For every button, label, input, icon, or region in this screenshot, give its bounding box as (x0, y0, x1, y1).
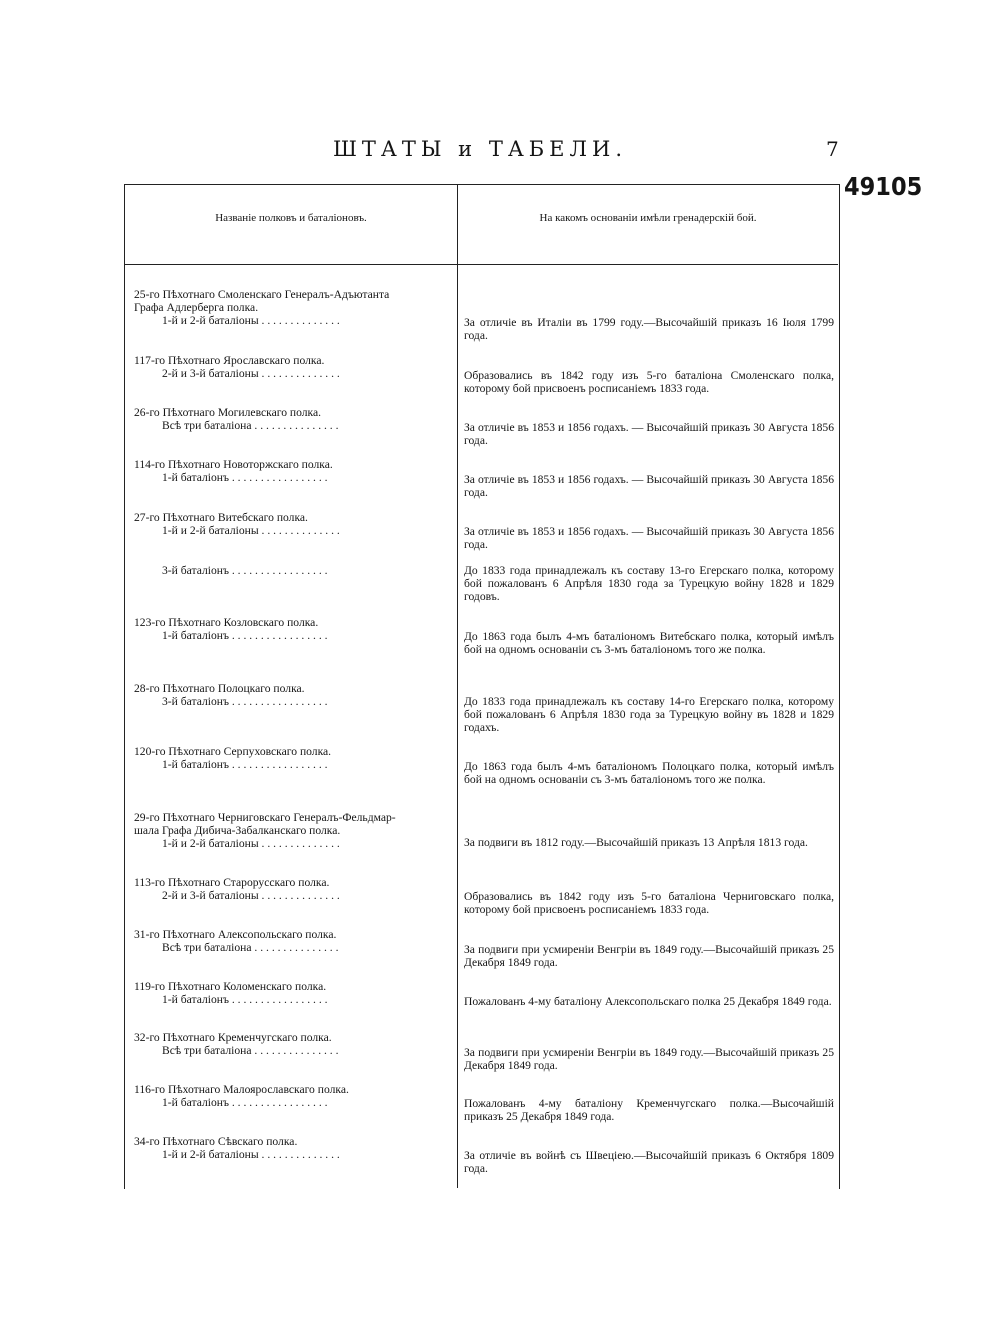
table-row-basis: За отличіе въ Италіи въ 1799 году.—Высочайшій приказъ 16 Іюля 1799 года. (464, 316, 834, 342)
table-row-name (134, 745, 452, 771)
table-row-name (134, 980, 452, 1006)
battalion-label: 3-й баталіонъ . . . . . . . . . . . . . . . . . (162, 695, 328, 708)
page-number: 7 (826, 137, 839, 161)
table-row-basis: До 1863 года былъ 4-мъ баталіономъ Полоцкаго полка, который имѣлъ бой на одномъ основаніи съ 3-мъ баталіономъ того же полка. (464, 760, 834, 786)
table-row-basis: За подвиги при усмиреніи Венгріи въ 1849 году.—Высочайшій приказъ 25 Декабря 1849 года. (464, 1046, 834, 1072)
regiment-name-line: 28-го Пѣхотнаго Полоцкаго полка. (134, 682, 305, 695)
battalion-label: Всѣ три баталіона . . . . . . . . . . . . . . . (162, 1044, 339, 1057)
battalion-label: 1-й и 2-й баталіоны . . . . . . . . . . . . . . (162, 524, 340, 537)
regiment-name-line: 113-го Пѣхотнаго Старорусскаго полка. (134, 876, 330, 889)
table-row-name (134, 288, 452, 327)
page-title: ШТАТЫ и ТАБЕЛИ. (332, 137, 628, 161)
regiment-name-line: 123-го Пѣхотнаго Козловскаго полка. (134, 616, 319, 629)
table-row-basis: Пожалованъ 4-му баталіону Алексопольскаго полка 25 Декабря 1849 года. (464, 995, 832, 1008)
battalion-label: 1-й и 2-й баталіоны . . . . . . . . . . . . . . (162, 1148, 340, 1161)
battalion-label: 1-й баталіонъ . . . . . . . . . . . . . . . . . (162, 1096, 328, 1109)
table-row-basis: За отличіе въ 1853 и 1856 годахъ. — Высочайшій приказъ 30 Августа 1856 года. (464, 525, 834, 551)
table-row-basis: За отличіе въ войнѣ съ Швеціею.—Высочайшій приказъ 6 Октября 1809 года. (464, 1149, 834, 1175)
regiment-name-line: 114-го Пѣхотнаго Новоторжскаго полка. (134, 458, 333, 471)
regiment-name-line: 119-го Пѣхотнаго Коломенскаго полка. (134, 980, 327, 993)
battalion-label: 1-й и 2-й баталіоны . . . . . . . . . . . . . . (162, 314, 340, 327)
table-row-name (134, 458, 452, 484)
table-row-name (134, 616, 452, 642)
regiment-name-line: 31-го Пѣхотнаго Алексопольскаго полка. (134, 928, 337, 941)
table-row-basis: До 1833 года принадлежалъ къ составу 14-го Егерскаго полка, которому бой пожалованъ 6 Апрѣля 1830 года за Турецкую войну въ 1828 и 1829 годахъ. (464, 695, 834, 734)
battalion-label: 2-й и 3-й баталіоны . . . . . . . . . . . . . . (162, 889, 340, 902)
column-header-basis: На какомъ основаніи имѣли гренадерскій бой. (539, 212, 757, 224)
archive-stamp-number: 49105 (844, 172, 923, 201)
table-row-name (134, 406, 452, 432)
table-row-name (134, 564, 452, 577)
table-row-name (134, 811, 452, 850)
table-row-basis: За подвиги при усмиреніи Венгріи въ 1849 году.—Высочайшій приказъ 25 Декабря 1849 года. (464, 943, 834, 969)
battalion-label: 2-й и 3-й баталіоны . . . . . . . . . . . . . . (162, 367, 340, 380)
regiment-name-line: шала Графа Дибича-Забалканскаго полка. (134, 824, 341, 837)
table-row-name (134, 928, 452, 954)
table-row-name (134, 682, 452, 708)
battalion-label: 1-й баталіонъ . . . . . . . . . . . . . . . . . (162, 993, 328, 1006)
column-divider (457, 184, 458, 1188)
battalion-label: 1-й баталіонъ . . . . . . . . . . . . . . . . . (162, 758, 328, 771)
table-row-name (134, 1031, 452, 1057)
regiment-name-line: 29-го Пѣхотнаго Черниговскаго Генералъ-Фельдмар- (134, 811, 396, 824)
column-header-name: Названіе полковъ и баталіоновъ. (215, 212, 367, 224)
regiment-name-line: 27-го Пѣхотнаго Витебскаго полка. (134, 511, 308, 524)
table-row-basis: До 1863 года былъ 4-мъ баталіономъ Витебскаго полка, который имѣлъ бой на одномъ основаніи съ 3-мъ баталіономъ того же полка. (464, 630, 834, 656)
table-row-name (134, 1135, 452, 1161)
table-row-basis: За отличіе въ 1853 и 1856 годахъ. — Высочайшій приказъ 30 Августа 1856 года. (464, 421, 834, 447)
table-row-name (134, 511, 452, 537)
table-row-name (134, 876, 452, 902)
regiment-name-line: 120-го Пѣхотнаго Серпуховскаго полка. (134, 745, 332, 758)
battalion-label: 3-й баталіонъ . . . . . . . . . . . . . . . . . (162, 564, 328, 577)
battalion-label: 1-й и 2-й баталіоны . . . . . . . . . . . . . . (162, 837, 340, 850)
header-divider (124, 264, 838, 265)
regiment-name-line: 26-го Пѣхотнаго Могилевскаго полка. (134, 406, 322, 419)
regiment-name-line: 25-го Пѣхотнаго Смоленскаго Генералъ-Адъютанта (134, 288, 390, 301)
regiment-name-line: 117-го Пѣхотнаго Ярославскаго полка. (134, 354, 325, 367)
table-row-name (134, 354, 452, 380)
table-row-basis: Пожалованъ 4-му баталіону Кременчугскаго полка.—Высочайшій приказъ 25 Декабря 1849 года. (464, 1097, 834, 1123)
table-row-basis: Образовались въ 1842 году изъ 5-го баталіона Смоленскаго полка, которому бой присвоенъ росписаніемъ 1833 года. (464, 369, 834, 395)
battalion-label: Всѣ три баталіона . . . . . . . . . . . . . . . (162, 419, 339, 432)
table-row-basis: За подвиги въ 1812 году.—Высочайшій приказъ 13 Апрѣля 1813 года. (464, 836, 808, 849)
battalion-label: 1-й баталіонъ . . . . . . . . . . . . . . . . . (162, 629, 328, 642)
battalion-label: 1-й баталіонъ . . . . . . . . . . . . . . . . . (162, 471, 328, 484)
battalion-label: Всѣ три баталіона . . . . . . . . . . . . . . . (162, 941, 339, 954)
table-row-basis: Образовались въ 1842 году изъ 5-го баталіона Черниговскаго полка, которому бой присвоенъ росписаніемъ 1833 года. (464, 890, 834, 916)
regiment-name-line: 34-го Пѣхотнаго Сѣвскаго полка. (134, 1135, 298, 1148)
table-row-basis: До 1833 года принадлежалъ къ составу 13-го Егерскаго полка, которому бой пожалованъ 6 Апрѣля 1830 года за Турецкую войну 1828 и 1829 годовъ. (464, 564, 834, 603)
regiment-name-line: 116-го Пѣхотнаго Малоярославскаго полка. (134, 1083, 349, 1096)
regiment-name-line: Графа Адлерберга полка. (134, 301, 259, 314)
table-row-basis: За отличіе въ 1853 и 1856 годахъ. — Высочайшій приказъ 30 Августа 1856 года. (464, 473, 834, 499)
regiment-name-line: 32-го Пѣхотнаго Кременчугскаго полка. (134, 1031, 332, 1044)
table-row-name (134, 1083, 452, 1109)
